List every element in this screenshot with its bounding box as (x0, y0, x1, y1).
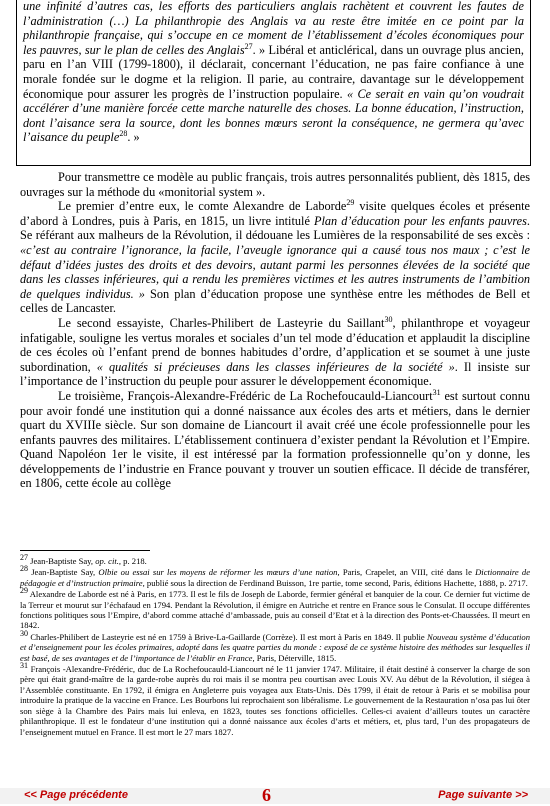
footnote-number: 31 (20, 661, 28, 671)
text-span: Alexandre de Laborde est né à Paris, en 1773. Il est le fils de Joseph de Laborde, fermier général et banquier de la cour. Ce dernier fut victime de la Terreur et mourut sur l’échafaud en 1794. Pendant la Révolution, il émigre en Autriche et rentre en France sous le Consulat. Il occupe différentes fonctions politiques sous l’Empire, d’abord comme attaché d’ambassade, puis au conseil d’Etat et à la direction des Ponts-et-Chaussées. Il meurt en 1842. (20, 589, 530, 631)
quote-text-2: « Ce serait en vain qu’on voudrait accélérer d’une manière forcée cette marche naturelle des choses. La bonne éducation, l’instruction, dont l’aisance sera la source, dont les bonnes mœurs seront la conséquence, ne germera qu’avec l’aisance du peuple (23, 86, 524, 145)
text-span: , Paris, Déterville, 1815. (252, 652, 337, 663)
previous-page-link[interactable]: << Page précédente (24, 789, 128, 801)
footnote-ref-28[interactable]: 28 (119, 129, 128, 139)
quote-end: . » (127, 130, 140, 145)
text-span: Nouveau système d’éducation et d’enseignement pour les écoles primaires, adopté dans les quatre parties du monde : exposé de ce système histoire des méthodes sur lesquelles il est basé, de ses avantages et de l’importance de l’établir en France (20, 631, 530, 663)
quote-box-paragraph (23, 0, 524, 145)
footnote-30 (20, 628, 530, 663)
text-span: visite quelques écoles et présente d’abord à Londres, puis à Paris, en 1815, un livre intitulé (20, 199, 530, 228)
footnote-29 (20, 586, 530, 631)
footnotes (20, 553, 531, 738)
quote-box-text: . » Libéral et anticlérical, dans un ouvrage plus ancien, paru en l’an VIII (1799-1800), il déclarait, concernant l’éducation, ne pas faire confiance à une morale fondée sur le dogme et la religion. Il parie, au contraire, davantage sur le développement économique pour assurer les progrès de l’instruction populaire. (23, 42, 524, 101)
page-navigation (0, 785, 550, 805)
text-span: . Il insiste sur l’importance de l’instruction du peuple pour assurer le développement économique. (20, 359, 531, 389)
footnote-ref-31[interactable]: 31 (432, 387, 441, 397)
paragraph-3 (20, 316, 530, 389)
footnote-ref-30[interactable]: 30 (384, 314, 393, 324)
footnote-number: 30 (20, 628, 28, 638)
footnote-number: 29 (20, 586, 28, 596)
footnote-separator (20, 550, 150, 551)
text-span: , Paris, Crapelet, an VIII, cité dans le (337, 567, 476, 578)
text-span: Jean-Baptiste Say, (28, 567, 99, 578)
paragraph-4 (20, 389, 530, 491)
text-span: Dictionnaire de pédagogie et d’instruction primaire (20, 567, 531, 588)
footnote-28 (20, 564, 531, 588)
footnote-number: 28 (20, 564, 28, 574)
quote-box (16, 0, 531, 166)
quote-laborde: «c’est au contraire l’ignorance, la facile, l’aveugle ignorance qui a causé tous nos maux ; c’est le défaut d’idées justes des droits et des devoirs, autant parmi les personnes élevées de la société que dans les classes inférieures, qui a rendu les premières victimes et les autres instruments de l’ambition de quelques individus. » (20, 242, 530, 301)
text-span: Olbie ou essai sur les moyens de réformer les mœurs d’une nation (98, 567, 338, 578)
page-number: 6 (262, 785, 271, 805)
next-page-link[interactable]: Page suivante >> (438, 789, 528, 801)
footnote-27 (20, 553, 530, 566)
text-span: , publié sous la direction de Ferdinand Buisson, 1re partie, tome second, Paris, éditions Hachette, 1888, p. 2717. (142, 577, 528, 588)
paragraph-1: Pour transmettre ce modèle au public français, trois autres personnalités publient, dès 1815, des ouvrages sur la méthode du «monitorial system ». (20, 170, 530, 199)
paragraph-2 (20, 199, 530, 316)
text-span: est surtout connu pour avoir fondé une institution qui a donné naissance aux écoles des arts et métiers, dans le dernier quart du XVIIIe siècle. Sur son domaine de Liancourt il avait créé une école professionnelle pour les enfants pauvres des militaires. L’établissement continuera d’exister pendant la Révolution et l’Empire. Quand Napoléon 1er le visite, il est intéressé par la formation professionnelle qu’on y donne, les développements de l’industrie en France pouvant y trouver un soutien efficace. Il décide de transférer, en 1806, cette école au collège (20, 388, 530, 491)
quote-lasteyrie: « qualités si précieuses dans les classes inférieures de la société » (96, 359, 455, 374)
text-span: op. cit. (95, 556, 119, 566)
footnote-ref-27[interactable]: 27 (244, 41, 253, 51)
text-span: Charles-Philibert de Lasteyrie est né en 1759 à Brive-La-Gaillarde (Corrèze). Il est mort à Paris en 1849. Il publie (28, 631, 428, 642)
text-span: François -Alexandre-Frédéric, duc de La Rochefoucauld-Liancourt né le 11 janvier 1747. Militaire, il était destiné à conserver la charge de son père qui était grand-maître de la garde-robe auprès du roi mais il se montra peu courtisan avec Louis XV. Au début de la Révolution, il siégea à l’Assemblée constituante. En 1792, il émigra en Angleterre puis voyagea aux Etats-Unis. Dès 1799, il était de retour à Paris et se mobilisa pour introduire la pratique de la vaccine en France. Les Bourbons lui reprochaient son libéralisme. Le gouvernement de la Restauration n’osa pas lui ôter son siège à la Chambre des Pairs mais lui enleva, en 1823, toutes ses fonctions officielles. Celles-ci avaient d’ailleurs toutes un caractère philanthropique. Il est le fondateur d’une institution qui a donné naissance aux écoles d’arts et métiers, et, plus tard, l’un des propagateurs de l’enseignement mutuel en France. Il est mort le 27 mars 1827. (20, 664, 530, 737)
footnote-31 (20, 661, 530, 737)
book-title: Plan d’éducation pour les enfants pauvres (313, 213, 527, 228)
text-span: , philanthrope et voyageur infatigable, souligne les vertus morales et sociales d’un tel mode d’éducation et applaudit la discipline de ces écoles où l’enfant prend de bonnes habitudes d’ordre, d’application et se soumet à une juste subordination, (20, 315, 531, 374)
main-text (20, 170, 530, 491)
text-span: Le troisième, François-Alexandre-Frédéric de La Rochefoucauld-Liancourt (58, 388, 433, 403)
footnote-number: 27 (20, 553, 28, 563)
text-span: , p. 218. (118, 556, 147, 566)
quote-text: une infinité d’autres cas, les efforts des particuliers anglais rachètent et couvrent les fautes de l’administration (…) La philanthropie des Anglais va au reste être imitée en ce point par la philanthropie française, qui s’occupe en ce moment de l’établissement d’écoles économiques pour les pauvres, sur le plan de celles des Anglais (23, 0, 524, 57)
text-span: Jean-Baptiste Say, (28, 556, 96, 566)
footnote-ref-29[interactable]: 29 (346, 198, 355, 208)
text-span: . Se référant aux malheurs de la Révolution, il dédouane les Lumières de la responsabilité de ses excès : (20, 213, 530, 243)
text-span: Le second essayiste, Charles-Philibert de Lasteyrie du Saillant (58, 315, 385, 330)
text-span: Son plan d’éducation propose une synthèse entre les méthodes de Bell et celles de Lancaster. (20, 286, 530, 316)
text-span: Le premier d’entre eux, le comte Alexandre de Laborde (58, 199, 347, 214)
